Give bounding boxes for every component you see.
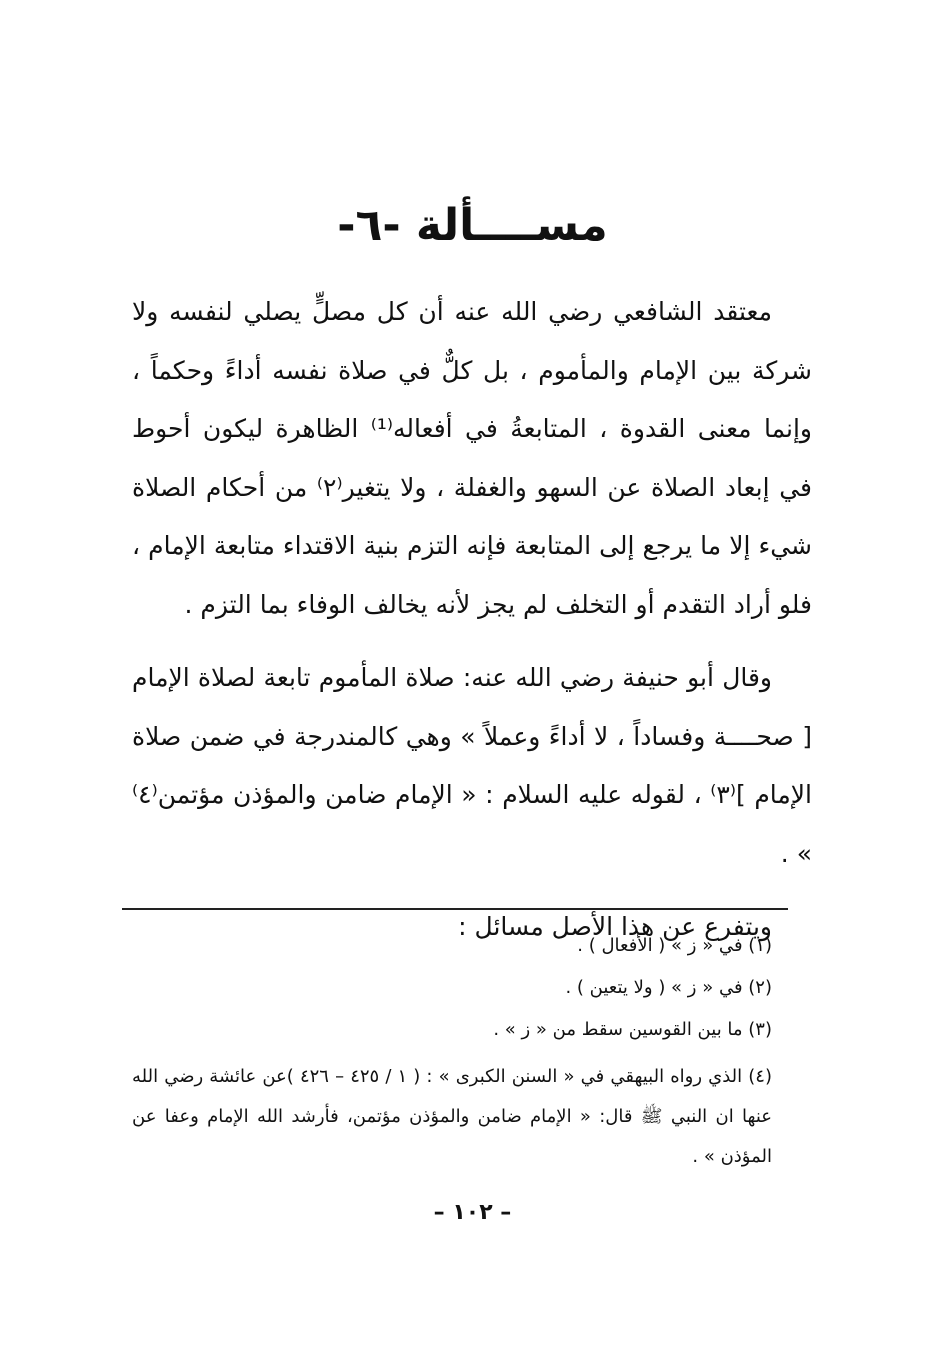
paragraph-branching-issues: ويتفرع عن هذا الأصل مسائل : [458,912,772,941]
section-title: مســــألة -٦- [337,200,608,251]
paragraph-shafii-view: معتقد الشافعي رضي الله عنه أن كل مصلٍّ يصلي لنفسه ولا شركة بين الإمام والمأموم ، بل كلٌّ في صلاة نفسه أداءً وحكماً ، وإنما معنى القدوة ، المتابعةُ في أفعاله⁽¹⁾ الظاهرة ليكون أحوط في إبعاد الصلاة عن السهو والغفلة ، ولا يتغير⁽٢⁾ من أحكام الصلاة شيء إلا ما يرجع إلى المتابعة فإنه التزم بنية الاقتداء متابعة الإمام ، فلو أراد التقدم أو التخلف لم يجز لأنه يخالف الوفاء بما التزم . [132,297,812,619]
paragraph-abu-hanifa-view: وقال أبو حنيفة رضي الله عنه: صلاة المأموم تابعة لصلاة الإمام [ صحــــة وفساداً ، لا أداءً وعملاً » وهي كالمندرجة في ضمن صلاة الإمام ]⁽٣⁾ ، لقوله عليه السلام : « الإمام ضامن والمؤذن مؤتمن⁽٤⁾ » . [132,663,813,868]
footnote-2: (٢) في « ز » ( ولا يتعين ) . [565,977,772,998]
footnote-3: (٣) ما بين القوسين سقط من « ز » . [493,1019,772,1040]
footnote-1: (١) في « ز » ( الأفعال ) . [577,935,772,956]
footnote-4: (٤) الذي رواه البيهقي في « السنن الكبرى » : ( ١ / ٤٢٥ – ٤٢٦ )عن عائشة رضي الله عنها ان النبي ﷺ قال: « الإمام ضامن والمؤذن مؤتمن، فأرشد الله الإمام وعفا عن المؤذن » . [132,1066,772,1167]
page-number: – ١٠٢ – [433,1200,512,1225]
main-text [132,283,812,957]
footnote-divider [122,908,788,910]
footnotes [132,925,812,1177]
